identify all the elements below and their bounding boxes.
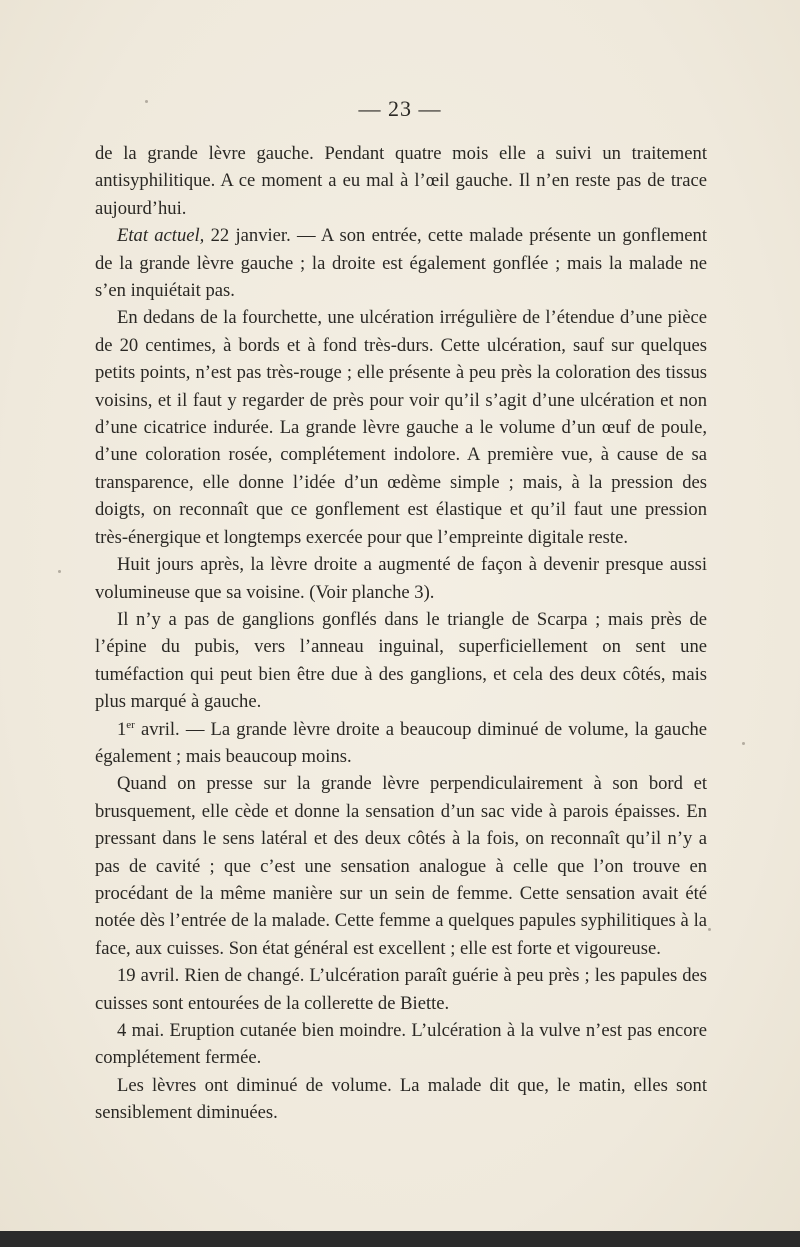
page-number: — 23 — [358, 96, 442, 121]
paragraph-1: de la grande lèvre gauche. Pendant quatre mois elle a suivi un traitement antisyphilitique. A ce moment a eu mal à l’œil gauche. Il n’en reste pas de trace aujourd’hui. [95, 143, 707, 219]
paper-speck [742, 742, 745, 745]
body-text [95, 140, 707, 1127]
paragraph-9: 4 mai. Eruption cutanée bien moindre. L’ulcération à la vulve n’est pas encore complétement fermée. [95, 1020, 707, 1069]
date-day: 1 [117, 718, 127, 740]
paragraph-4: Huit jours après, la lèvre droite a augmenté de façon à devenir presque aussi volumineuse que sa voisine. (Voir planche 3). [95, 554, 707, 603]
paragraph-5: Il n’y a pas de ganglions gonflés dans le triangle de Scarpa ; mais près de l’épine du pubis, vers l’anneau inguinal, superficiellement on sent une tuméfaction qui peut bien être due à des ganglions, et cela des deux côtés, mais plus marqué à gauche. [95, 608, 707, 713]
scan-edge [0, 1231, 800, 1247]
paragraph-6-text: avril. — La grande lèvre droite a beaucoup diminué de volume, la gauche également ; mais beaucoup moins. [95, 718, 707, 767]
section-heading-etat-actuel: Etat actuel, [117, 225, 205, 247]
paragraph-2-text: 22 janvier. — A son entrée, cette malade présente un gonflement de la grande lèvre gauche ; la droite est également gonflée ; mais la malade ne s’en inquiétait pas. [95, 225, 708, 302]
paragraph-7: Quand on presse sur la grande lèvre perpendiculairement à son bord et brusquement, elle cède et donne la sensation d’un sac vide à parois épaisses. En pressant dans le sens latéral et des deux côtés à la fois, on reconnaît qu’il n’y a pas de cavité ; que c’est une sensation analogue à celle que l’on trouve en procédant de la même manière sur un sein de femme. Cette sensation avait été notée dès l’entrée de la malade. Cette femme a quelques papules syphilitiques à la face, aux cuisses. Son état général est excellent ; elle est forte et vigoureuse. [95, 773, 707, 959]
paper-speck [58, 570, 61, 573]
paragraph-8: 19 avril. Rien de changé. L’ulcération paraît guérie à peu près ; les papules des cuisses sont entourées de la collerette de Biette. [95, 965, 707, 1014]
paper-speck [708, 928, 711, 931]
paper-speck [145, 100, 148, 103]
paragraph-10: Les lèvres ont diminué de volume. La malade dit que, le matin, elles sont sensiblement diminuées. [95, 1074, 707, 1124]
date-superscript: er [126, 718, 135, 731]
paragraph-6 [95, 716, 707, 771]
paragraph-3: En dedans de la fourchette, une ulcération irrégulière de l’étendue d’une pièce de 20 centimes, à bords et à fond très-durs. Cette ulcération, sauf sur quelques petits points, n’est pas très-rouge ; elle présente à peu près la coloration des tissus voisins, et il faut y regarder de près pour voir qu’il s’agit d’une ulcération et non d’une cicatrice indurée. La grande lèvre gauche a le volume d’un œuf de poule, d’une coloration rosée, complétement indolore. A première vue, à cause de sa transparence, elle donne l’idée d’un œdème simple ; mais, à la pression des doigts, on reconnaît que ce gonflement est élastique et qu’il faut une pression très-énergique et longtemps exercée pour que l’empreinte digitale reste. [95, 307, 707, 548]
paragraph-2 [95, 222, 707, 304]
